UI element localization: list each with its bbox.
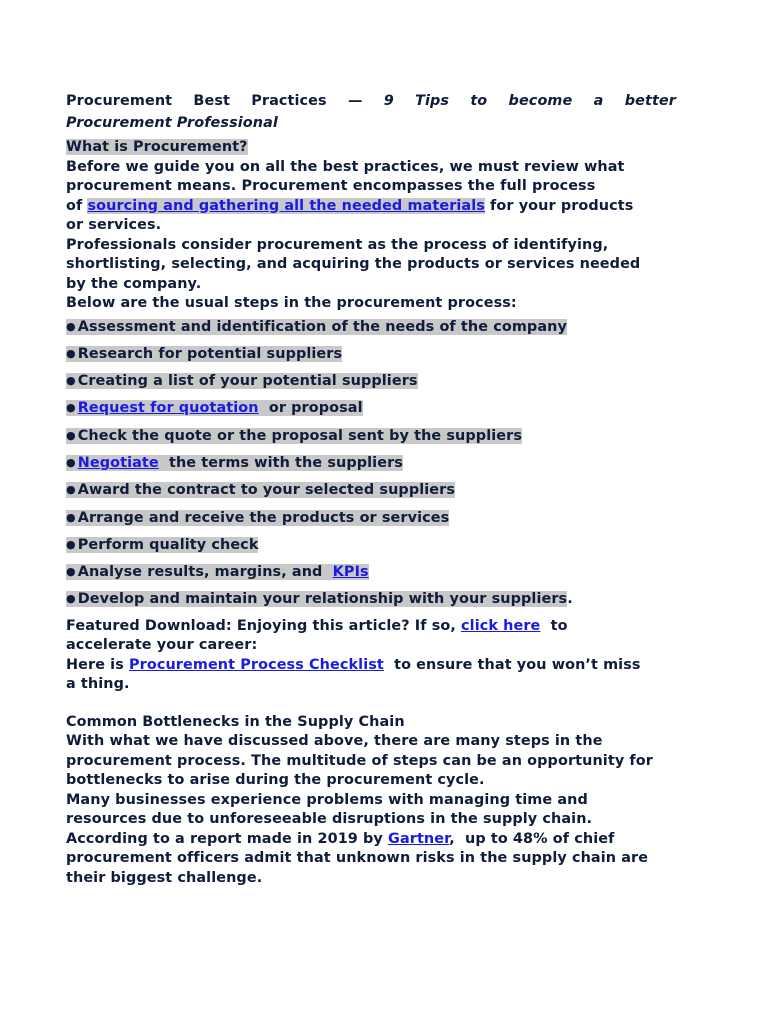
title-word: a [593,93,604,109]
bullet-icon: ● [66,319,76,333]
list-item: ● Creating a list of your potential suppliers [66,373,418,390]
title-word: Procurement [66,93,173,109]
title-word: to [470,93,488,109]
procurement-steps-list [66,317,676,610]
bullet-icon: ● [66,510,76,524]
bullet-icon: ● [66,565,76,579]
list-item: ● Research for potential suppliers [66,345,343,362]
bullet-icon: ● [66,428,76,442]
list-item: ● Analyse results, margins, and KPIs [66,564,369,581]
section-heading: What is Procurement? [66,139,248,155]
title-word: 9 [383,93,394,109]
paragraph-intro: Before we guide you on all the best practices, we must review what procurement means. Procurement encompasses the full process of sourcing and gathering all the needed materials for your products or services. [66,158,634,233]
featured-download: Featured Download: Enjoying this article? If so, click here to accelerate your career: Here is Procurement Process Checklist to ensure that you won’t miss a thing. [66,617,641,693]
bullet-icon: ● [66,455,76,469]
list-item: ● Negotiate the terms with the suppliers [66,454,403,471]
bullet-icon: ● [66,401,76,415]
list-item: ● Arrange and receive the products or services [66,509,450,526]
title-word: — [347,93,363,109]
list-item: ● Check the quote or the proposal sent by the suppliers [66,427,522,444]
list-item: ● Request for quotation or proposal [66,400,363,417]
document-title [66,90,676,112]
section-heading-bottlenecks: Common Bottlenecks in the Supply Chain [66,713,405,730]
bullet-icon: ● [66,592,76,606]
request-for-quotation-link[interactable]: Request for quotation [77,400,259,417]
bullet-icon: ● [66,346,76,360]
list-item: ● Perform quality check [66,536,259,553]
title-word: Tips [415,93,450,109]
sourcing-materials-link[interactable]: sourcing and gathering all the needed materials [87,197,485,214]
paragraph-steps-intro: Below are the usual steps in the procurement process: [66,295,517,311]
title-word: become [508,93,573,109]
procurement-checklist-link[interactable]: Procurement Process Checklist [128,656,384,673]
bullet-icon: ● [66,537,76,551]
bullet-icon: ● [66,483,76,497]
gartner-link[interactable]: Gartner [388,830,450,847]
paragraph-bottlenecks: With what we have discussed above, there are many steps in the procurement process. The multitude of steps can be an opportunity for bottlenecks to arise during the procurement cycle. Many businesses experience problems with managing time and resources due to unforeseeable disruptions in the supply chain. According to a report made in 2019 by Gartner, up to 48% of chief procurement officers admit that unknown risks in the supply chain are their biggest challenge. [66,733,653,886]
document-page [66,90,676,888]
click-here-link[interactable]: click here [461,617,541,634]
bullet-icon: ● [66,374,76,388]
paragraph-definition: Professionals consider procurement as the process of identifying, shortlisting, selecting, and acquiring the products or services needed by the company. [66,236,641,292]
list-item: ● Assessment and identification of the needs of the company [66,318,567,335]
kpis-link[interactable]: KPIs [332,564,369,581]
title-word: Practices [251,93,327,109]
title-word: better [624,93,676,109]
document-title-line2: Procurement Professional [66,115,278,131]
list-item: ● Develop and maintain your relationship with your suppliers. [66,591,573,608]
negotiate-link[interactable]: Negotiate [77,454,159,471]
spacer [66,695,676,713]
list-item: ● Award the contract to your selected suppliers [66,482,456,499]
title-word: Best [193,93,230,109]
